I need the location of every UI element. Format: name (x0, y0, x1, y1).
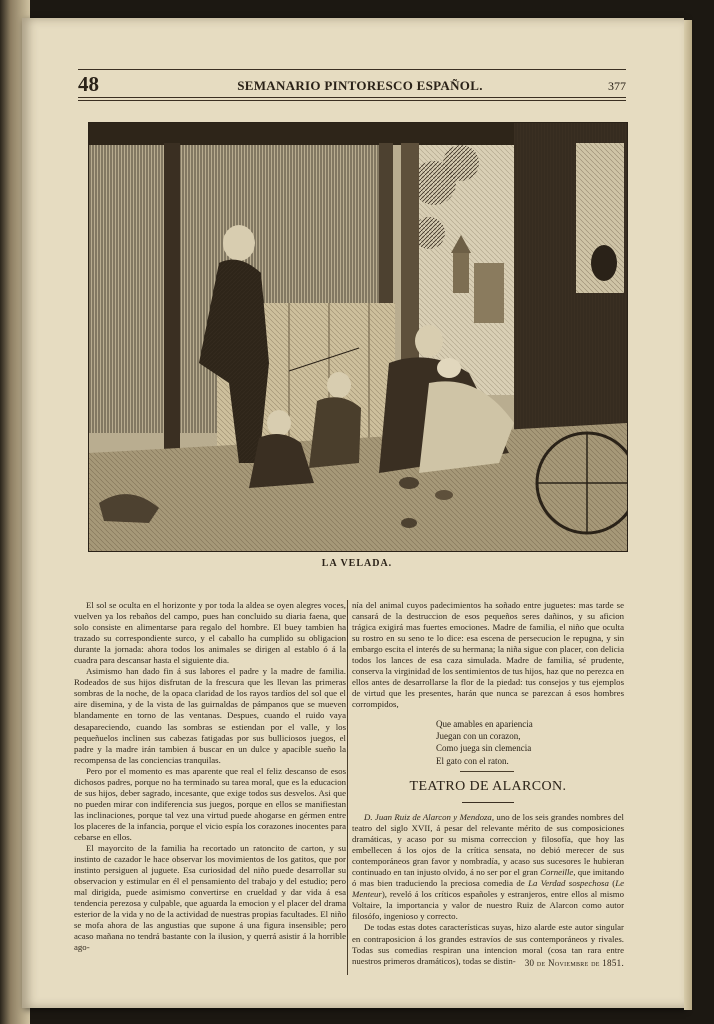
header-rule-top (78, 69, 626, 70)
page-number: 377 (608, 79, 626, 93)
play-title-french: Le Menteur (352, 878, 625, 900)
text-run: ), reveló á los críticos españoles y estranjeros, entre ellos al mismo Voltaire, la importancia y valor de nuestro Ruiz de Alarcon como autor filosófo, ingenioso y correcto. (352, 889, 624, 922)
verse-rule (460, 771, 514, 772)
text-run: , uno de los seis grandes nombres del teatro del siglo XVII, á pesar del relevante mérito de sus composiciones dramáticas, y acaso por su misma correccion y filosofía, que hoy las embellecen á los ojos de la crítica sensata, no debió merecer de sus contemporáneos gran favor y nombradía, y acaso sus sucesores le hubieran continuado en tan injusto olvido, á no ser por el gran (352, 812, 624, 878)
author-name: D. Juan Ruiz de Alarcon y Mendoza (364, 812, 492, 822)
text-run: ( (608, 878, 616, 889)
masthead-title: SEMANARIO PINTORESCO ESPAÑOL. (237, 78, 483, 93)
section-column (352, 812, 624, 967)
article-column-right (352, 600, 624, 710)
verse-line: El gato con el raton. (436, 755, 509, 766)
paragraph: nía del animal cuyos padecimientos ha soñado entre juguetes: mas tarde se cansará de la destruccion de esos pequeños seres dañinos, y su aficion trágica exigirá mas fuertes emociones. Madre de familia, el niño que oculta su rostro en su seno te lo dice: esa escena de persecucion le repugna, y sin embargo escita el interés de su hermana; la niña sigue con placer, con delicia todos los lances de esa caza simulada. Madre de familia, sé prudente, conserva la virginidad de los sentimientos de tus hijos, haz que no perezca en ellos antes de desarrollarse la flor de la piedad: tus consejos y tus ejemplos de virtud que les presentes, harán que nunca se parezcan á esos hombres corrompidos, (352, 600, 624, 710)
issue-date: 30 de Noviembre de 1851. (524, 958, 624, 968)
paragraph: De todas estas dotes características suyas, hizo alarde este autor singular en contraposicion á los grandes estravíos de sus contemporáneos y rivales. Todas sus comedias respiran una intencion moral (cosa tan rara entre nuestros primeros dramáticos), todas se distin- (352, 922, 624, 966)
play-title: La Verdad sospechosa (528, 878, 609, 889)
section-title: TEATRO DE ALARCON. (409, 779, 567, 794)
illustration-caption: LA VELADA. (321, 558, 393, 569)
header-rule-bottom-2 (78, 100, 626, 101)
verse-line: Como juega sin clemencia (436, 743, 532, 754)
header-rule-bottom (78, 97, 626, 98)
author-corneille: Corneille (540, 867, 574, 878)
paragraph: Asimismo han dado fin á sus labores el padre y la madre de familia. Rodeados de sus hijos disfrutan de la frescura que les llevan las primeras sombras de la noche, de la opaca claridad de los rayos tardíos del sol que el aire disemina, y de la vista de las guirnaldas de pámpanos que se mueven blandamente en torno de las ventanas. Despues, cuando el ruido vaya desapareciendo, cuando las sombras se estiendan por el valle, y los pequeñuelos inclinen sus cabezas fatigadas por sus bulliciosos juegos, el padre y la madre irán tambien á buscar en un dulce y apacible sueño la recompensa de las conciencias tranquilas. (74, 666, 346, 765)
column-divider (347, 600, 348, 975)
text-run: , que imitando ó mas bien traduciendo la preciosa comedia de (352, 867, 624, 889)
paragraph: El mayorcito de la familia ha recortado un ratoncito de carton, y su instinto de cazador le hace observar los movimientos de los gatitos, que por instinto persiguen al juguete. Esa curiosidad del niño puede desarrollar su observacion y estimular en él el pensamiento del trabajo y del estudio; pero mal dirigida, puede asimismo convertirse en crueldad y dar vida á esa tendencia perezosa y culpable, que aguarda la emocion y el placer del drama esterior de la vida y no de la actividad de nuestras propias facultades. El niño se mofa ahora de las angustias que supone á una figura insensible; pero acaso mañana no tendrá bastante con la ilusion, y querrá asistir á la horrible ago- (74, 843, 346, 953)
verse-line: Juegan con un corazon, (436, 731, 521, 742)
verse-line: Que amables en apariencia (436, 719, 533, 729)
article-column-left (74, 600, 346, 954)
engraving-family-evening-scene-icon (89, 123, 627, 551)
paragraph (352, 812, 624, 922)
issue-number: 48 (78, 72, 99, 96)
paragraph: El sol se oculta en el horizonte y por toda la aldea se oyen alegres voces, vuelven ya los rebaños del campo, pues han concluido su diaria faena, que solo consiste en alimentarse para regalo del hombre. El buey tambien ha trazado su correspondiente surco, y el caballo ha cumplido su obligacion durante la jornada: ahora todos los animales se dirigen al establo ó á la cuadra para descansar hasta el siguiente dia. (74, 600, 346, 666)
page-edge (684, 20, 692, 1010)
verse-quote (436, 718, 533, 767)
paragraph: Pero por el momento es mas aparente que real el feliz descanso de esos dichosos padres, porque no ha terminado su tarea moral, que es la educacion de sus hijos, deber sagrado, incesante, que exige todos sus desvelos. Asi que no pueden mirar con indiferencia sus juegos, porque en ellos se manifiestan las inclinaciones, porque tal vez una virtud puede ahogarse en gérmen entre los placeres de la infancia, porque el vicio espía los corazones inocentes para cebarse en ellos. (74, 765, 346, 842)
section-rule (462, 802, 514, 803)
engraving-illustration (88, 122, 628, 552)
